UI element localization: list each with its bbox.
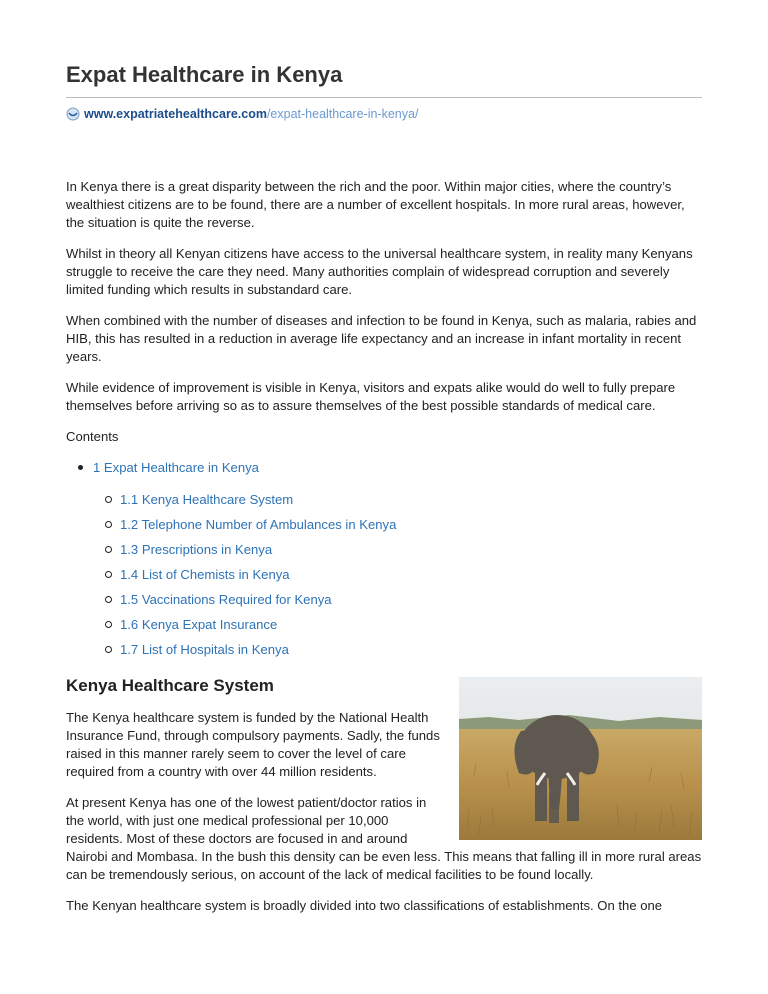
toc-link[interactable]: 1.6 Kenya Expat Insurance <box>120 617 278 632</box>
intro-paragraph: In Kenya there is a great disparity between the rich and the poor. Within major cities, where the country’s wealthiest citizens are to be found, there are a number of excellent hospitals. In more rural areas, however, the situation is quite the reverse. <box>66 179 685 230</box>
toc-link[interactable]: 1.5 Vaccinations Required for Kenya <box>120 592 332 607</box>
toc-item <box>93 516 702 534</box>
contents-label: Contents <box>66 429 119 444</box>
article-body <box>66 178 702 928</box>
source-url[interactable] <box>66 107 418 124</box>
table-of-contents <box>66 459 702 659</box>
url-path[interactable]: /expat-healthcare-in-kenya/ <box>266 107 419 121</box>
toc-link-main[interactable]: 1 Expat Healthcare in Kenya <box>93 460 259 475</box>
section-paragraph: At present Kenya has one of the lowest patient/doctor ratios in the world, with just one medical professional per 10,000 residents. Most of these doctors are focused in and around Nairobi and Mombasa. In the bush this density can be even less. This means that falling ill in more rural areas can be tremendously serious, on account of the lack of medical facilities to be found locally. <box>66 795 702 882</box>
url-domain[interactable]: www.expatriatehealthcare.com <box>84 107 267 121</box>
section-heading: Kenya Healthcare System <box>66 676 274 695</box>
intro-paragraph: When combined with the number of diseases and infection to be found in Kenya, such as malaria, rabies and HIB, this has resulted in a reduction in average life expectancy and an increase in infant mortality in recent years. <box>66 313 697 364</box>
elephant-photo <box>459 677 702 840</box>
title-divider <box>66 97 702 98</box>
intro-paragraph: While evidence of improvement is visible in Kenya, visitors and expats alike would do well to fully prepare themselves before arriving so as to assure themselves of the best possible standards of medical care. <box>66 380 676 413</box>
toc-item <box>93 591 702 609</box>
globe-icon <box>66 107 80 124</box>
toc-sublist <box>93 491 702 659</box>
toc-item <box>93 491 702 509</box>
toc-link[interactable]: 1.7 List of Hospitals in Kenya <box>120 642 289 657</box>
toc-item <box>93 541 702 559</box>
toc-item <box>93 641 702 659</box>
toc-link[interactable]: 1.3 Prescriptions in Kenya <box>120 542 273 557</box>
page-title: Expat Healthcare in Kenya <box>66 62 343 87</box>
intro-paragraph: Whilst in theory all Kenyan citizens have access to the universal healthcare system, in reality many Kenyans struggle to receive the care they need. Many authorities complain of widespread corruption and severely limited funding which results in substandard care. <box>66 246 693 297</box>
section-paragraph: The Kenyan healthcare system is broadly divided into two classifications of establishments. On the one <box>66 898 663 913</box>
toc-item <box>93 566 702 584</box>
toc-link[interactable]: 1.4 List of Chemists in Kenya <box>120 567 290 582</box>
toc-link[interactable]: 1.2 Telephone Number of Ambulances in Kenya <box>120 517 397 532</box>
section-paragraph: The Kenya healthcare system is funded by the National Health Insurance Fund, through compulsory payments. Sadly, the funds raised in this manner rarely seem to cover the level of care required from a country with over 44 million residents. <box>66 710 440 779</box>
toc-link[interactable]: 1.1 Kenya Healthcare System <box>120 492 294 507</box>
toc-item-main <box>66 459 702 659</box>
toc-item <box>93 616 702 634</box>
